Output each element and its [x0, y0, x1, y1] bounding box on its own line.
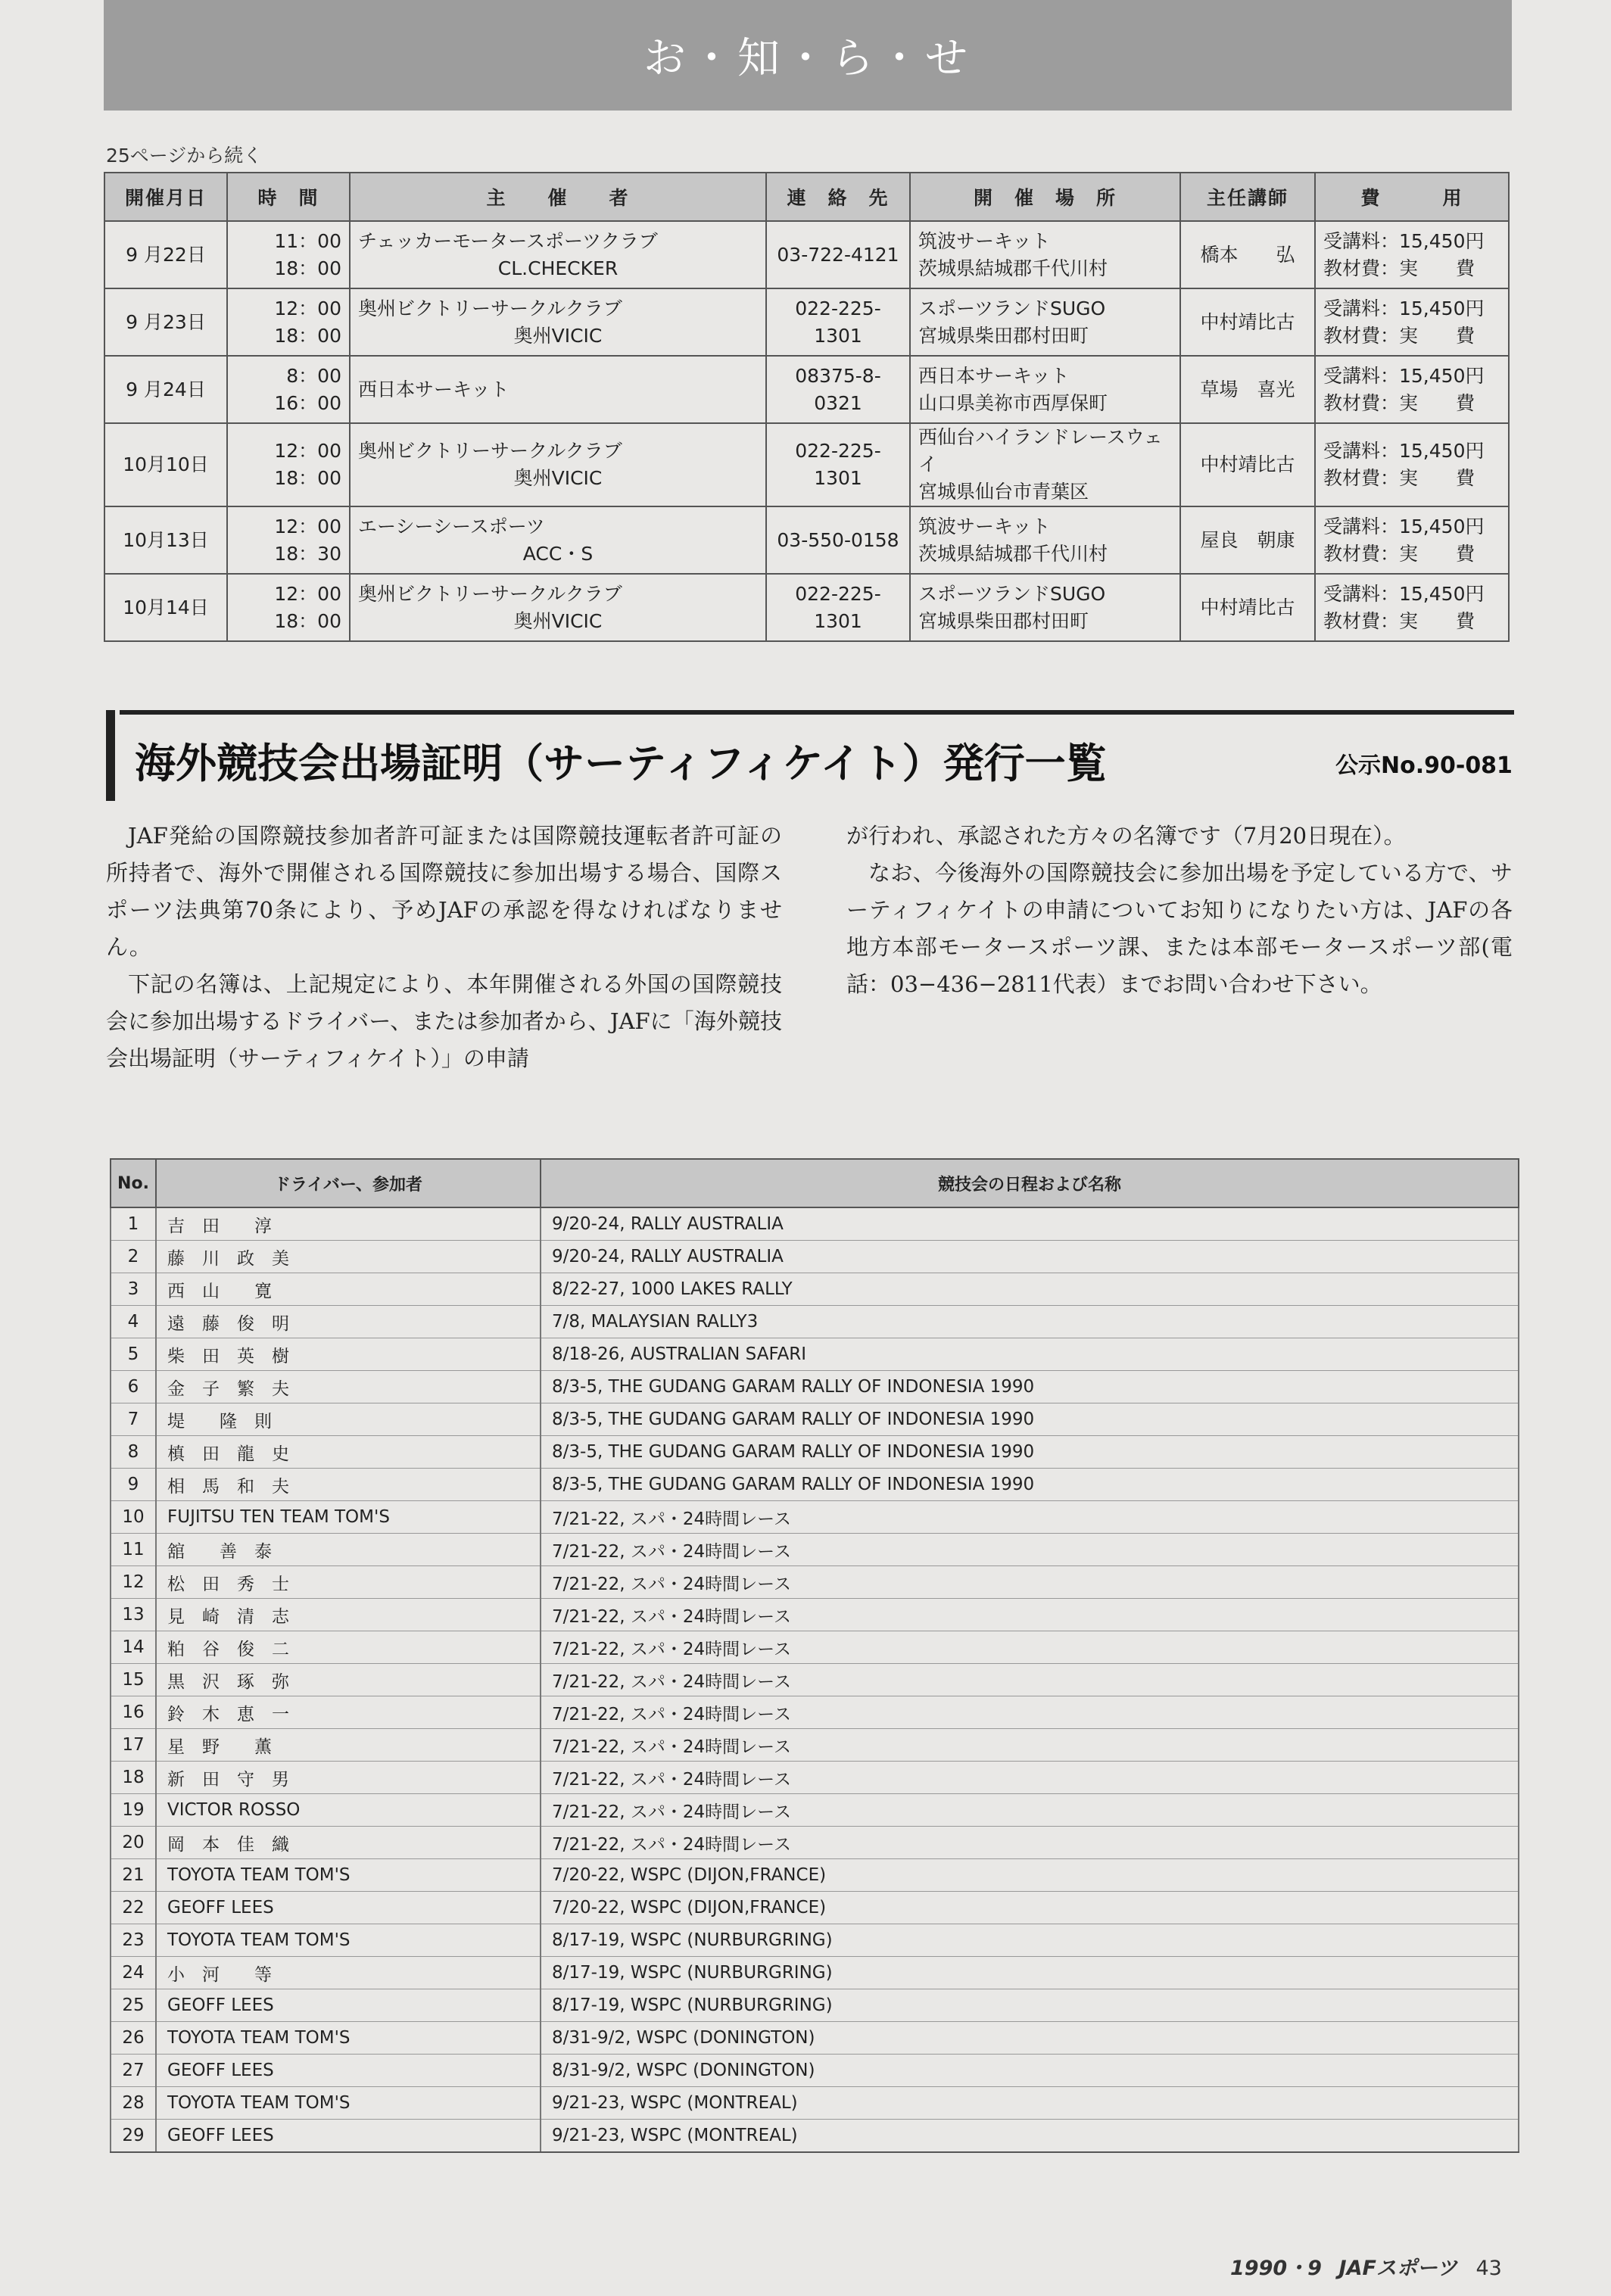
certificate-row [111, 1469, 1519, 1501]
row-no: 22 [111, 1892, 156, 1924]
row-date: 9 月24日 [104, 356, 227, 423]
row-contact: 022-225-1301 [766, 574, 910, 641]
row-event: 7/21-22, スパ・24時間レース [541, 1729, 1519, 1762]
row-date: 10月10日 [104, 423, 227, 506]
row-event: 8/3-5, THE GUDANG GARAM RALLY OF INDONESIA 1990 [541, 1403, 1519, 1436]
certificate-row [111, 1534, 1519, 1566]
row-driver: 星 野 薫 [156, 1729, 541, 1762]
intro-right-column [846, 818, 1513, 1003]
heading-bar [106, 710, 115, 801]
row-time: 12：00 18：00 [227, 288, 350, 356]
row-time: 12：00 18：00 [227, 574, 350, 641]
certificate-row [111, 1403, 1519, 1436]
row-no: 23 [111, 1924, 156, 1957]
row-driver: TOYOTA TEAM TOM'S [156, 1859, 541, 1892]
col-date: 開催月日 [104, 173, 227, 221]
row-instructor: 中村靖比古 [1180, 423, 1315, 506]
row-driver: 柴 田 英 樹 [156, 1338, 541, 1371]
row-event: 8/31-9/2, WSPC (DONINGTON) [541, 2055, 1519, 2087]
row-date: 9 月23日 [104, 288, 227, 356]
row-no: 1 [111, 1207, 156, 1241]
row-event: 7/21-22, スパ・24時間レース [541, 1762, 1519, 1794]
row-no: 5 [111, 1338, 156, 1371]
row-driver: 松 田 秀 士 [156, 1566, 541, 1599]
row-time: 11：00 18：00 [227, 221, 350, 288]
certificate-row [111, 1729, 1519, 1762]
page-footer [1230, 2251, 1502, 2281]
row-organizer: 奥州ビクトリーサークルクラブ 奥州VICIC [350, 574, 766, 641]
intro-paragraph-3: が行われ、承認された方々の名簿です（7月20日現在）。 [846, 823, 1406, 849]
heading-rule [120, 710, 1514, 715]
row-no: 9 [111, 1469, 156, 1501]
row-event: 7/21-22, スパ・24時間レース [541, 1566, 1519, 1599]
row-no: 14 [111, 1631, 156, 1664]
row-driver: 西 山 寛 [156, 1273, 541, 1306]
row-event: 7/21-22, スパ・24時間レース [541, 1696, 1519, 1729]
row-organizer: エーシーシースポーツ ACC・S [350, 506, 766, 574]
row-driver: 遠 藤 俊 明 [156, 1306, 541, 1338]
row-no: 26 [111, 2022, 156, 2055]
schedule-row [104, 574, 1509, 641]
certificate-row [111, 1273, 1519, 1306]
certificate-row [111, 2087, 1519, 2120]
row-driver: 金 子 繁 夫 [156, 1371, 541, 1403]
row-driver: GEOFF LEES [156, 1892, 541, 1924]
row-no: 15 [111, 1664, 156, 1696]
certificate-row [111, 1762, 1519, 1794]
col-driver: ドライバー、参加者 [156, 1159, 541, 1207]
row-no: 2 [111, 1241, 156, 1273]
notice-number: 公示No.90-081 [1335, 752, 1513, 779]
row-contact: 022-225-1301 [766, 288, 910, 356]
schedule-row [104, 221, 1509, 288]
schedule-row [104, 356, 1509, 423]
row-event: 7/21-22, スパ・24時間レース [541, 1664, 1519, 1696]
section-title: 海外競技会出場証明（サーティフィケイト）発行一覧 [135, 740, 1107, 787]
row-no: 29 [111, 2120, 156, 2153]
row-no: 10 [111, 1501, 156, 1534]
row-instructor: 草場 喜光 [1180, 356, 1315, 423]
certificate-row [111, 1827, 1519, 1859]
intro-paragraph-4: なお、今後海外の国際競技会に参加出場を予定している方で、サーティフィケイトの申請についてお知りになりたい方は、JAFの各地方本部モータースポーツ課、または本部モータースポーツ部(電話：03−436−2811代表）までお問い合わせ下さい。 [846, 860, 1513, 997]
row-driver: 見 崎 清 志 [156, 1599, 541, 1631]
row-no: 11 [111, 1534, 156, 1566]
row-no: 17 [111, 1729, 156, 1762]
row-no: 21 [111, 1859, 156, 1892]
row-driver: 鈴 木 恵 一 [156, 1696, 541, 1729]
row-fee: 受講料：15,450円 教材費：実 費 [1315, 574, 1509, 641]
row-date: 10月13日 [104, 506, 227, 574]
col-time: 時 間 [227, 173, 350, 221]
row-no: 24 [111, 1957, 156, 1989]
row-event: 8/18-26, AUSTRALIAN SAFARI [541, 1338, 1519, 1371]
row-time: 12：00 18：30 [227, 506, 350, 574]
row-event: 8/31-9/2, WSPC (DONINGTON) [541, 2022, 1519, 2055]
row-driver: 小 河 等 [156, 1957, 541, 1989]
certificate-table [110, 1158, 1519, 2153]
row-contact: 08375-8-0321 [766, 356, 910, 423]
row-venue: 筑波サーキット 茨城県結城郡千代川村 [910, 221, 1180, 288]
row-date: 10月14日 [104, 574, 227, 641]
row-no: 12 [111, 1566, 156, 1599]
row-event: 7/21-22, スパ・24時間レース [541, 1534, 1519, 1566]
certificate-row [111, 1306, 1519, 1338]
row-driver: GEOFF LEES [156, 2120, 541, 2153]
row-event: 9/21-23, WSPC (MONTREAL) [541, 2120, 1519, 2153]
certificate-row [111, 1924, 1519, 1957]
row-event: 9/20-24, RALLY AUSTRALIA [541, 1207, 1519, 1241]
header-banner [104, 0, 1512, 111]
row-driver: GEOFF LEES [156, 1989, 541, 2022]
row-venue: 筑波サーキット 茨城県結城郡千代川村 [910, 506, 1180, 574]
row-driver: 舘 善 泰 [156, 1534, 541, 1566]
row-driver: TOYOTA TEAM TOM'S [156, 1924, 541, 1957]
row-no: 7 [111, 1403, 156, 1436]
certificate-row [111, 1566, 1519, 1599]
row-driver: TOYOTA TEAM TOM'S [156, 2087, 541, 2120]
intro-paragraph-2: 下記の名簿は、上記規定により、本年開催される外国の国際競技会に参加出場するドライバー、または参加者から、JAFに「海外競技会出場証明（サーティフィケイト）」の申請 [106, 971, 782, 1071]
certificate-row [111, 2055, 1519, 2087]
certificate-row [111, 1859, 1519, 1892]
row-fee: 受講料：15,450円 教材費：実 費 [1315, 356, 1509, 423]
col-fee: 費 用 [1315, 173, 1509, 221]
certificate-row [111, 1436, 1519, 1469]
col-organizer: 主 催 者 [350, 173, 766, 221]
row-contact: 022-225-1301 [766, 423, 910, 506]
course-schedule-table [104, 172, 1510, 642]
row-driver: 堤 隆 則 [156, 1403, 541, 1436]
row-event: 7/21-22, スパ・24時間レース [541, 1827, 1519, 1859]
row-no: 20 [111, 1827, 156, 1859]
row-venue: スポーツランドSUGO 宮城県柴田郡村田町 [910, 574, 1180, 641]
row-organizer: 奥州ビクトリーサークルクラブ 奥州VICIC [350, 423, 766, 506]
row-no: 16 [111, 1696, 156, 1729]
col-venue: 開 催 場 所 [910, 173, 1180, 221]
certificate-row [111, 1241, 1519, 1273]
row-no: 28 [111, 2087, 156, 2120]
certificate-row [111, 1794, 1519, 1827]
certificate-row [111, 1599, 1519, 1631]
row-driver: 藤 川 政 美 [156, 1241, 541, 1273]
row-driver: FUJITSU TEN TEAM TOM'S [156, 1501, 541, 1534]
certificate-row [111, 1957, 1519, 1989]
intro-paragraph-1: JAF発給の国際競技参加者許可証または国際競技運転者許可証の所持者で、海外で開催される国際競技に参加出場する場合、国際スポーツ法典第70条により、予めJAFの承認を得なければなりません。 [106, 823, 782, 960]
row-venue: 西日本サーキット 山口県美祢市西厚保町 [910, 356, 1180, 423]
section-heading [106, 710, 1514, 801]
row-organizer: チェッカーモータースポーツクラブ CL.CHECKER [350, 221, 766, 288]
row-driver: VICTOR ROSSO [156, 1794, 541, 1827]
row-event: 8/3-5, THE GUDANG GARAM RALLY OF INDONESIA 1990 [541, 1469, 1519, 1501]
row-venue: 西仙台ハイランドレースウェイ 宮城県仙台市青葉区 [910, 423, 1180, 506]
certificate-row [111, 1207, 1519, 1241]
row-no: 6 [111, 1371, 156, 1403]
col-no: No. [111, 1159, 156, 1207]
row-no: 18 [111, 1762, 156, 1794]
col-event: 競技会の日程および名称 [541, 1159, 1519, 1207]
certificate-row [111, 1989, 1519, 2022]
intro-left-column [106, 818, 782, 1077]
row-no: 19 [111, 1794, 156, 1827]
row-contact: 03-722-4121 [766, 221, 910, 288]
row-driver: 吉 田 淳 [156, 1207, 541, 1241]
row-event: 8/17-19, WSPC (NURBURGRING) [541, 1924, 1519, 1957]
certificate-header-row [111, 1159, 1519, 1207]
row-driver: 槙 田 龍 史 [156, 1436, 541, 1469]
row-no: 8 [111, 1436, 156, 1469]
row-instructor: 中村靖比古 [1180, 574, 1315, 641]
row-event: 7/8, MALAYSIAN RALLY3 [541, 1306, 1519, 1338]
row-time: 8：00 16：00 [227, 356, 350, 423]
certificate-row [111, 1631, 1519, 1664]
row-driver: 新 田 守 男 [156, 1762, 541, 1794]
row-event: 9/20-24, RALLY AUSTRALIA [541, 1241, 1519, 1273]
row-event: 8/3-5, THE GUDANG GARAM RALLY OF INDONESIA 1990 [541, 1436, 1519, 1469]
row-instructor: 屋良 朝康 [1180, 506, 1315, 574]
row-organizer: 奥州ビクトリーサークルクラブ 奥州VICIC [350, 288, 766, 356]
row-driver: GEOFF LEES [156, 2055, 541, 2087]
row-time: 12：00 18：00 [227, 423, 350, 506]
row-event: 7/20-22, WSPC (DIJON,FRANCE) [541, 1859, 1519, 1892]
certificate-row [111, 1696, 1519, 1729]
row-event: 8/17-19, WSPC (NURBURGRING) [541, 1989, 1519, 2022]
row-fee: 受講料：15,450円 教材費：実 費 [1315, 506, 1509, 574]
col-instructor: 主任講師 [1180, 173, 1315, 221]
page-number: 43 [1475, 2257, 1502, 2280]
row-instructor: 橋本 弘 [1180, 221, 1315, 288]
header-title: お・知・ら・せ [643, 34, 972, 83]
row-event: 7/20-22, WSPC (DIJON,FRANCE) [541, 1892, 1519, 1924]
row-no: 25 [111, 1989, 156, 2022]
row-event: 7/21-22, スパ・24時間レース [541, 1631, 1519, 1664]
row-event: 7/21-22, スパ・24時間レース [541, 1794, 1519, 1827]
schedule-row [104, 423, 1509, 506]
certificate-row [111, 1892, 1519, 1924]
continued-note: 25ページから続く [106, 145, 263, 167]
row-date: 9 月22日 [104, 221, 227, 288]
row-event: 8/22-27, 1000 LAKES RALLY [541, 1273, 1519, 1306]
row-event: 7/21-22, スパ・24時間レース [541, 1501, 1519, 1534]
schedule-row [104, 506, 1509, 574]
row-driver: 黒 沢 琢 弥 [156, 1664, 541, 1696]
certificate-row [111, 1664, 1519, 1696]
row-no: 13 [111, 1599, 156, 1631]
certificate-row [111, 2120, 1519, 2153]
certificate-row [111, 1338, 1519, 1371]
row-fee: 受講料：15,450円 教材費：実 費 [1315, 423, 1509, 506]
certificate-row [111, 1371, 1519, 1403]
col-contact: 連 絡 先 [766, 173, 910, 221]
certificate-row [111, 1501, 1519, 1534]
row-organizer: 西日本サーキット [350, 356, 766, 423]
certificate-row [111, 2022, 1519, 2055]
magazine-name: JAFスポーツ [1338, 2257, 1457, 2280]
row-driver: 相 馬 和 夫 [156, 1469, 541, 1501]
row-contact: 03-550-0158 [766, 506, 910, 574]
row-driver: 岡 本 佳 織 [156, 1827, 541, 1859]
row-driver: 粕 谷 俊 二 [156, 1631, 541, 1664]
row-event: 7/21-22, スパ・24時間レース [541, 1599, 1519, 1631]
row-event: 8/3-5, THE GUDANG GARAM RALLY OF INDONESIA 1990 [541, 1371, 1519, 1403]
row-driver: TOYOTA TEAM TOM'S [156, 2022, 541, 2055]
row-instructor: 中村靖比古 [1180, 288, 1315, 356]
row-event: 8/17-19, WSPC (NURBURGRING) [541, 1957, 1519, 1989]
row-no: 3 [111, 1273, 156, 1306]
row-event: 9/21-23, WSPC (MONTREAL) [541, 2087, 1519, 2120]
row-no: 4 [111, 1306, 156, 1338]
row-fee: 受講料：15,450円 教材費：実 費 [1315, 221, 1509, 288]
schedule-header-row [104, 173, 1509, 221]
row-venue: スポーツランドSUGO 宮城県柴田郡村田町 [910, 288, 1180, 356]
row-fee: 受講料：15,450円 教材費：実 費 [1315, 288, 1509, 356]
schedule-row [104, 288, 1509, 356]
row-no: 27 [111, 2055, 156, 2087]
issue-date: 1990・9 [1230, 2257, 1322, 2280]
